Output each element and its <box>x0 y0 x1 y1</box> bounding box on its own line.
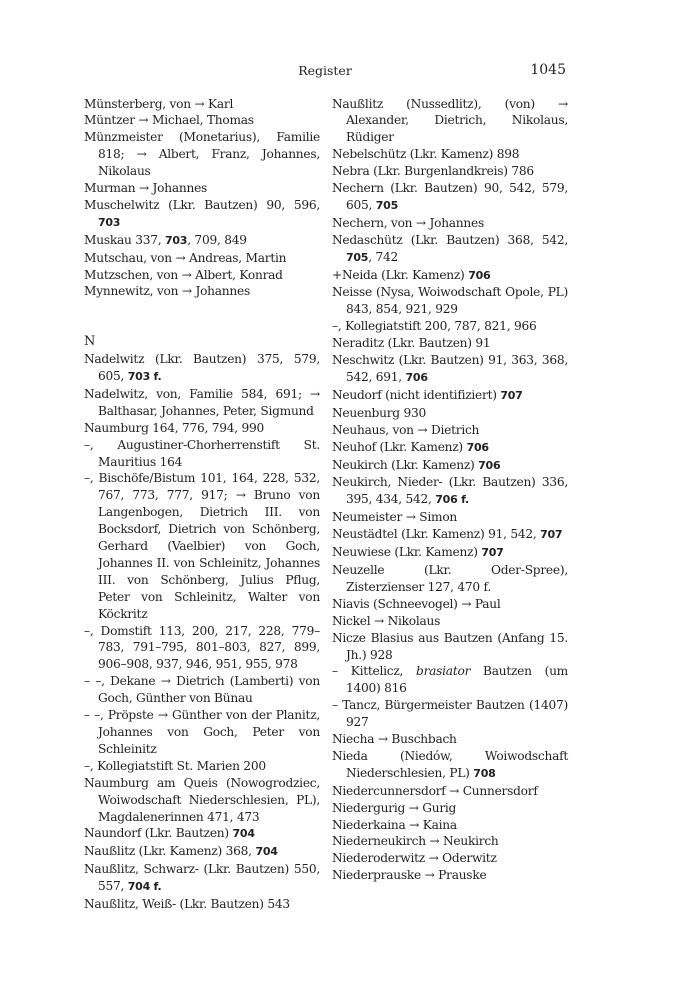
entry-text: Niederoderwitz → Oderwitz <box>332 851 497 866</box>
entry-text: Nadelwitz, von, Familie 584, 691; → Balthasar, Johannes, Peter, Sigmund <box>84 386 320 418</box>
index-entry <box>332 457 568 475</box>
index-entry <box>332 474 568 509</box>
entry-text: Neukirch (Lkr. Kamenz) <box>332 457 479 472</box>
entry-text: –, Bischöfe/Bistum 101, 164, 228, 532, 767, 773, 777, 917; → Bruno von Langenbogen, Dietrich III. von Bocksdorf, Dietrich von Schönberg, Gerhard (Vaelbier) von Goch, Johannes II. von Schleinitz, Johannes III. von Schönberg, Julius Pflug, Peter von Schleinitz, Walter von Köckritz <box>84 471 320 621</box>
right-column <box>332 96 568 885</box>
index-entry <box>84 197 320 232</box>
section-gap <box>84 300 320 334</box>
page-reference-bold: 704 <box>232 827 255 841</box>
entry-text: Nebelschütz (Lkr. Kamenz) 898 <box>332 147 520 162</box>
index-entry <box>84 623 320 674</box>
entry-text: Münzmeister (Monetarius), Familie 818; → Albert, Franz, Johannes, Nikolaus <box>84 130 320 179</box>
entry-text: Neuhof (Lkr. Kamenz) <box>332 439 467 454</box>
index-entry <box>84 896 320 913</box>
entry-text: Nickel → Nikolaus <box>332 613 441 628</box>
index-entry <box>332 318 568 335</box>
index-entry <box>84 843 320 861</box>
page-reference-bold: 708 <box>473 766 496 780</box>
page-reference-bold: 706 f. <box>435 493 469 507</box>
entry-text: Murman → Johannes <box>84 181 208 196</box>
index-entry <box>332 284 568 318</box>
index-entry <box>84 470 320 622</box>
page-reference-bold: 706 <box>468 268 491 282</box>
index-entry <box>84 386 320 420</box>
index-entry <box>332 731 568 748</box>
index-entry <box>332 544 568 562</box>
entry-text: Naußlitz, Weiß- (Lkr. Bautzen) 543 <box>84 897 290 912</box>
entry-text: Neuwiese (Lkr. Kamenz) <box>332 545 482 560</box>
index-entry <box>332 96 568 147</box>
page-reference-bold: 704 <box>255 845 278 859</box>
page-reference-bold: 706 <box>405 371 428 384</box>
entries-n-continued <box>332 96 568 885</box>
entry-text: Naußlitz (Nussedlitz), (von) → Alexander, Dietrich, Nikolaus, Rüdiger <box>332 96 568 145</box>
index-entry <box>84 283 320 300</box>
page-reference-bold: 706 <box>478 458 501 472</box>
index-entry <box>84 96 320 113</box>
index-entry <box>84 129 320 180</box>
entry-text: Naußlitz, Schwarz- (Lkr. Bautzen) 550, 557, <box>84 862 320 894</box>
page-reference-bold: 707 <box>500 388 523 402</box>
index-entry <box>332 526 568 544</box>
entry-text: +Neida (Lkr. Kamenz) <box>332 267 469 282</box>
entry-text: Muskau 337, <box>84 232 165 247</box>
entry-text: Niederkaina → Kaina <box>332 817 457 832</box>
entry-text: Nedaschütz (Lkr. Bautzen) 368, 542, <box>332 232 568 247</box>
page-reference-bold: 707 <box>481 546 504 560</box>
entry-text: Naumburg am Queis (Nowogrodziec, Woiwodschaft Niederschlesien, PL), Magdalenerinnen 471, 473 <box>84 775 320 824</box>
index-entry <box>84 861 320 896</box>
entry-text: Münsterberg, von → Karl <box>84 96 234 111</box>
index-entry <box>332 800 568 817</box>
entry-text: –, Kollegiatstift 200, 787, 821, 966 <box>332 319 537 334</box>
index-entry <box>84 437 320 471</box>
page-reference-bold: 705 <box>346 250 369 264</box>
page-reference-bold: 706 <box>466 440 489 454</box>
index-entry <box>332 562 568 596</box>
entry-text: Neuzelle (Lkr. Oder-Spree), Zisterzienser 127, 470 f. <box>332 562 568 594</box>
entry-text: –, Kollegiatstift St. Marien 200 <box>84 758 266 773</box>
entry-text: Neisse (Nysa, Woiwodschaft Opole, PL) 843, 854, 921, 929 <box>332 285 568 317</box>
entry-text: Neustädtel (Lkr. Kamenz) 91, 542, <box>332 527 541 542</box>
entry-text-italic: brasiator <box>416 664 471 679</box>
index-entry <box>332 335 568 352</box>
entry-text: Niavis (Schneevogel) → Paul <box>332 596 501 611</box>
entry-text: – Tancz, Bürgermeister Bautzen (1407) 927 <box>332 698 568 730</box>
index-entry <box>84 758 320 775</box>
index-entry <box>84 351 320 386</box>
index-entry <box>332 232 568 267</box>
page-reference-bold: 704 f. <box>127 880 162 894</box>
running-header <box>84 63 566 83</box>
index-entry <box>332 833 568 850</box>
index-entry <box>332 509 568 526</box>
entry-text: Bautzen (um 1400) 816 <box>346 664 568 696</box>
entry-text: Neukirch, Nieder- (Lkr. Bautzen) 336, 395, 434, 542, <box>332 475 568 507</box>
entry-text: Naußlitz (Lkr. Kamenz) 368, <box>84 844 256 859</box>
entry-text: Müntzer → Michael, Thomas <box>84 113 254 128</box>
entry-text: Neuenburg 930 <box>332 405 426 420</box>
entry-text: Naundorf (Lkr. Bautzen) <box>84 826 233 841</box>
entry-text: Niederprauske → Prauske <box>332 868 487 883</box>
entry-text: Nadelwitz (Lkr. Bautzen) 375, 579, 605, <box>84 352 320 383</box>
index-entry <box>84 707 320 758</box>
index-entry <box>84 673 320 707</box>
entry-text: –, Augustiner-Chorherrenstift St. Mauritius 164 <box>84 437 320 469</box>
index-entry <box>84 775 320 826</box>
entry-text: Nicze Blasius aus Bautzen (Anfang 15. Jh.) 928 <box>332 630 568 662</box>
index-entry <box>84 112 320 129</box>
index-entry <box>332 387 568 405</box>
index-entry <box>84 250 320 267</box>
entry-text: , 709, 849 <box>187 232 247 247</box>
index-entry <box>84 180 320 197</box>
index-entry <box>332 613 568 630</box>
index-entry <box>332 352 568 387</box>
index-entry <box>84 825 320 843</box>
entries-n-section <box>84 351 320 913</box>
index-entry <box>332 630 568 664</box>
index-entry <box>332 267 568 285</box>
index-entry <box>332 422 568 439</box>
index-entry <box>84 232 320 250</box>
entry-text: Neschwitz (Lkr. Bautzen) 91, 363, 368, 542, 691, <box>332 353 568 384</box>
entry-text: Mynnewitz, von → Johannes <box>84 284 250 299</box>
index-entry <box>332 439 568 457</box>
page-reference-bold: 703 <box>164 233 188 247</box>
entry-text: Niecha → Buschbach <box>332 732 457 747</box>
page-reference-bold: 707 <box>540 528 563 542</box>
entry-text: – –, Dekane → Dietrich (Lamberti) von Goch, Günther von Bünau <box>84 674 320 706</box>
index-entry <box>332 817 568 834</box>
entry-text: Muschelwitz (Lkr. Bautzen) 90, 596, <box>84 197 320 212</box>
entry-text: Niedergurig → Gurig <box>332 800 457 815</box>
entry-text: Neudorf (nicht identifiziert) <box>332 387 501 402</box>
running-title: Register <box>298 63 352 78</box>
left-column <box>84 96 320 913</box>
entry-text: Mutzschen, von → Albert, Konrad <box>84 267 283 282</box>
index-entry <box>332 180 568 215</box>
entry-text: – –, Pröpste → Günther von der Planitz, Johannes von Goch, Peter von Schleinitz <box>84 708 320 756</box>
index-entry <box>332 663 568 697</box>
index-entry <box>84 267 320 284</box>
entry-text: , 742 <box>368 249 398 264</box>
index-entry <box>332 163 568 180</box>
entry-text: Naumburg 164, 776, 794, 990 <box>84 420 265 435</box>
entry-text: Nechern (Lkr. Bautzen) 90, 542, 579, 605, <box>332 181 568 212</box>
index-entry <box>332 146 568 163</box>
page-number: 1045 <box>530 62 566 78</box>
index-entry <box>332 748 568 783</box>
entry-text: Nebra (Lkr. Burgenlandkreis) 786 <box>332 164 534 179</box>
entry-text: Mutschau, von → Andreas, Martin <box>84 250 287 265</box>
entry-text: Niederneukirch → Neukirch <box>332 834 499 849</box>
index-entry <box>332 596 568 613</box>
entries-m-section <box>84 96 320 301</box>
page-reference-bold: 705 <box>375 198 398 212</box>
index-entry <box>332 867 568 884</box>
entry-text: Niedercunnersdorf → Cunnersdorf <box>332 783 538 798</box>
entry-text: Neumeister → Simon <box>332 510 458 525</box>
entry-text: Neraditz (Lkr. Bautzen) 91 <box>332 336 491 351</box>
entry-text: – Kittelicz, <box>332 664 417 679</box>
index-entry <box>332 783 568 800</box>
page-reference-bold: 703 f. <box>127 369 162 383</box>
index-entry <box>84 420 320 437</box>
index-entry <box>332 697 568 731</box>
entry-text: Nechern, von → Johannes <box>332 215 484 230</box>
entry-text: Neuhaus, von → Dietrich <box>332 422 480 437</box>
index-entry <box>332 215 568 232</box>
entry-text: –, Domstift 113, 200, 217, 228, 779–783, 791–795, 801–803, 827, 899, 906–908, 937, 946, 951, 955, 978 <box>84 623 320 672</box>
page-reference-bold: 703 <box>98 215 121 229</box>
section-letter: N <box>84 334 96 350</box>
index-entry <box>332 850 568 867</box>
index-entry <box>332 405 568 422</box>
entry-text: Nieda (Niedów, Woiwodschaft Niederschlesien, PL) <box>332 748 568 780</box>
